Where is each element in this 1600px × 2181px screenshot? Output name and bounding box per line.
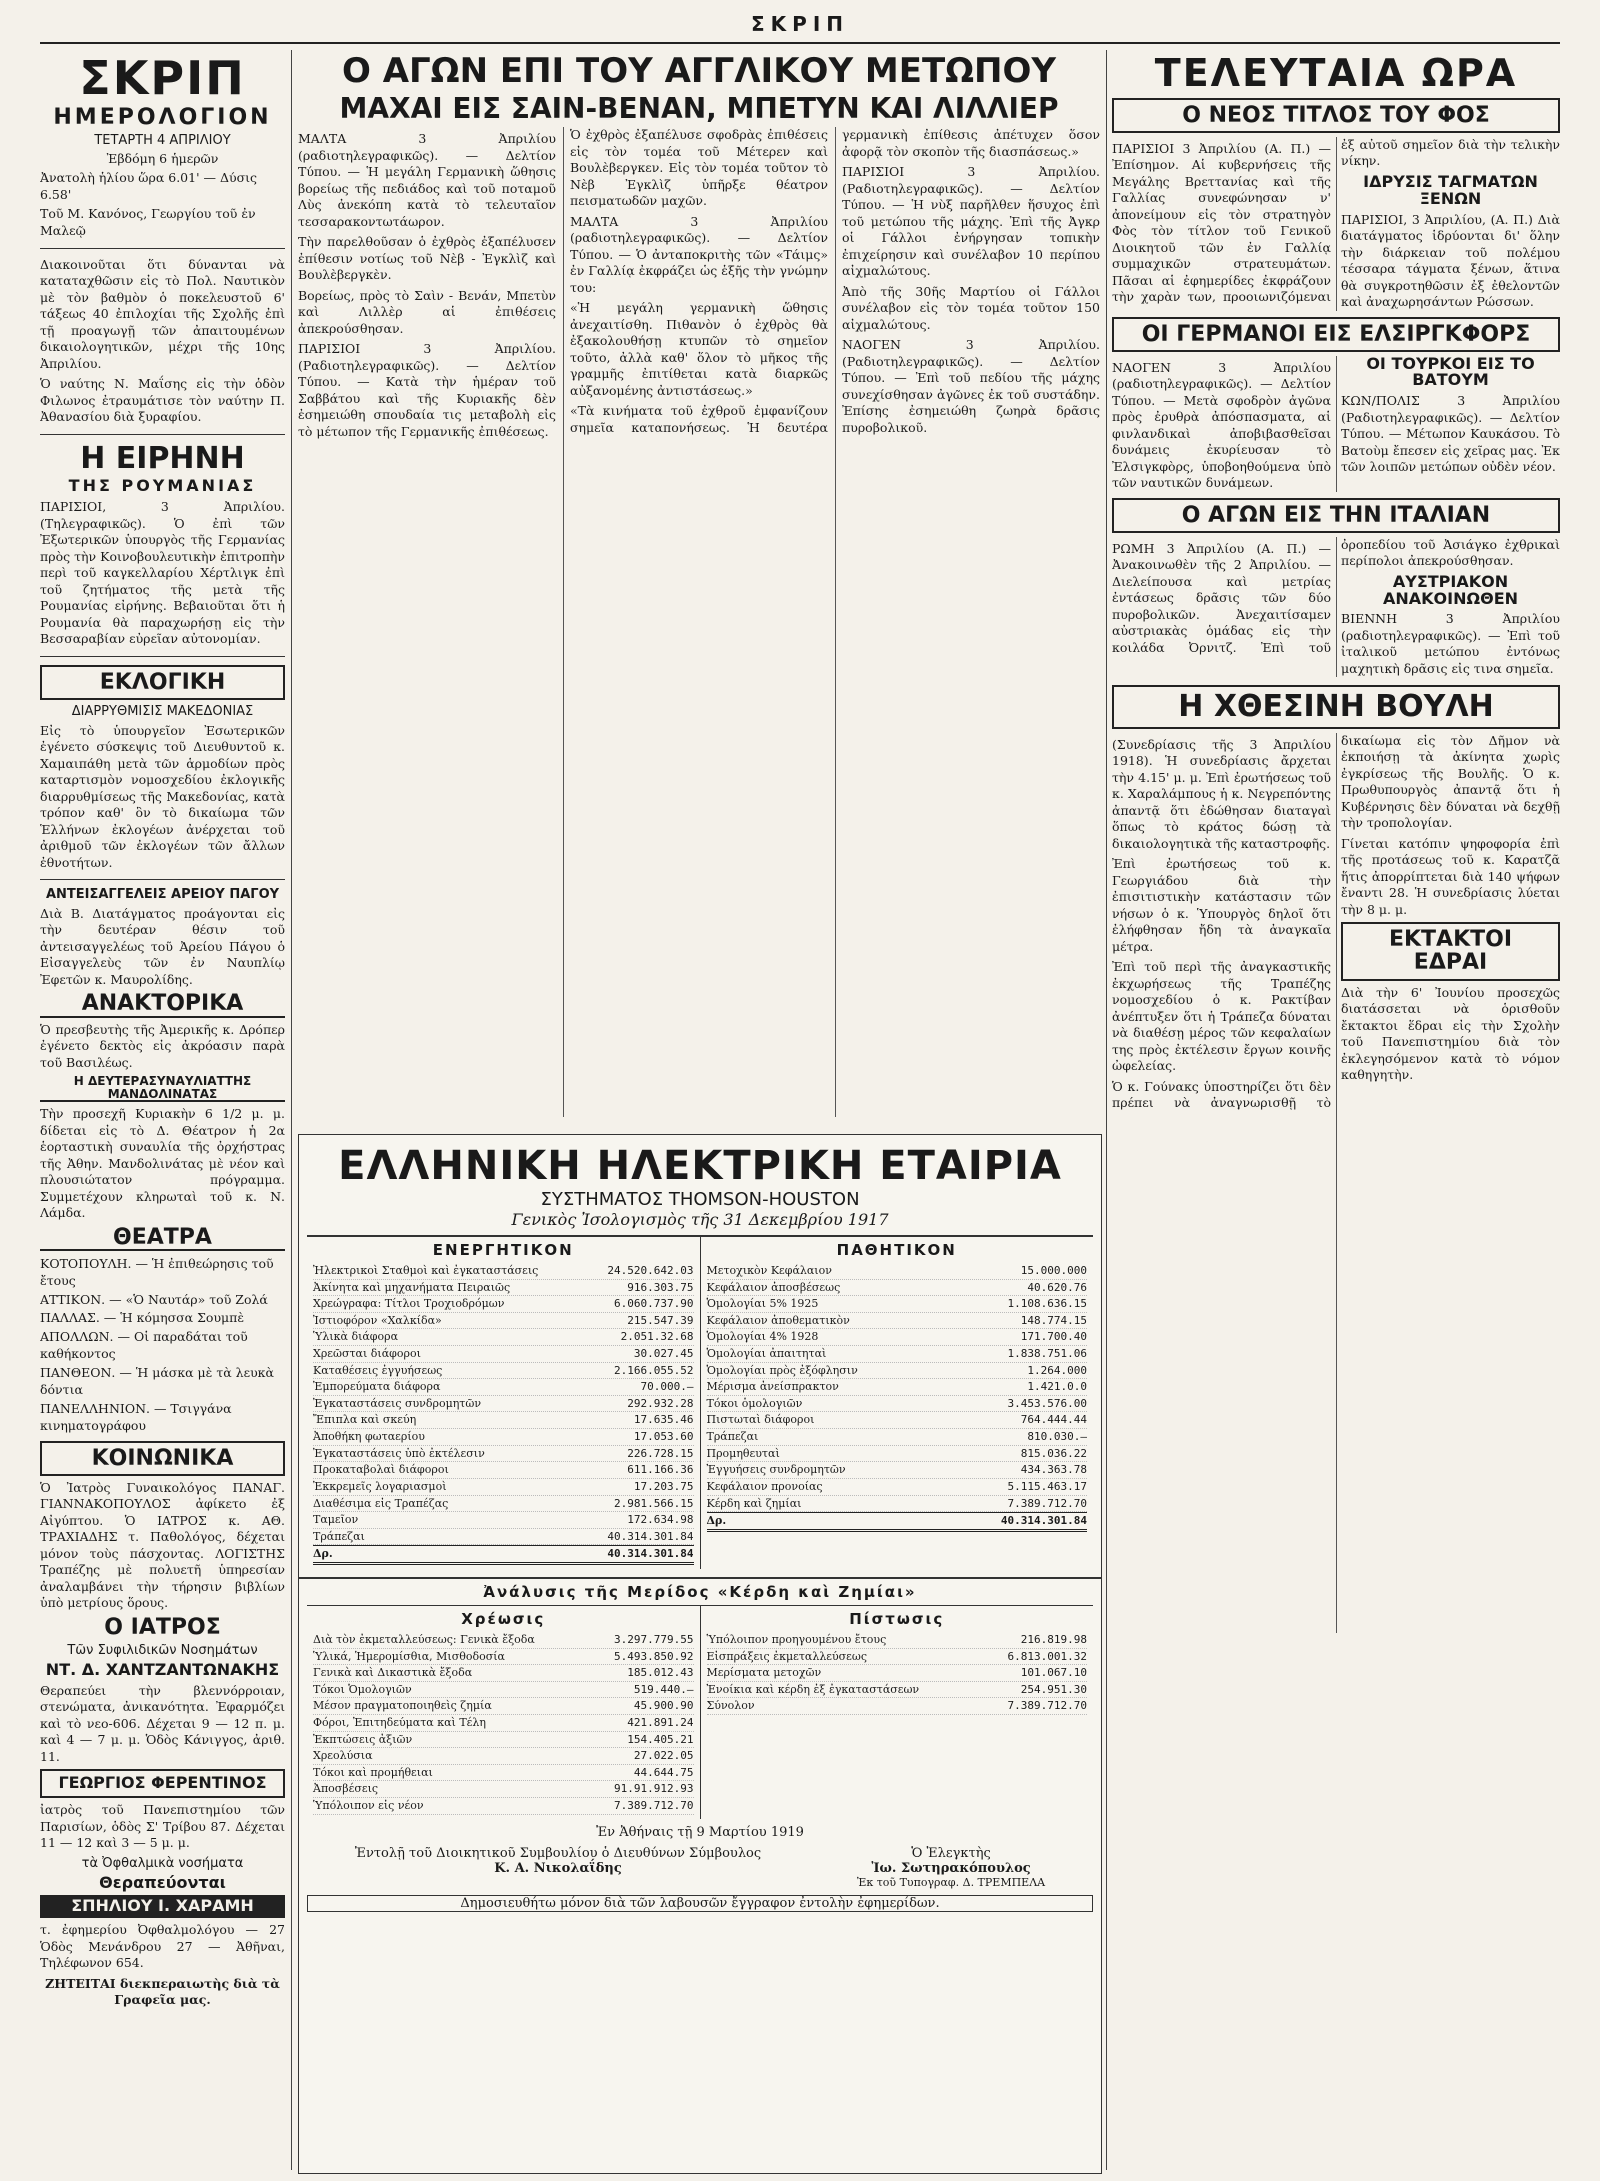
ledger-value: 1.264.000 [1027,1363,1087,1377]
ledger-label: Προκαταβολαὶ διάφοροι [313,1463,449,1477]
war-paragraph: ΜΑΛΤΑ 3 Ἀπριλίου (ραδιοτηλεγραφικῶς). — Δελτίον Τύπου. — Ἡ μεγάλη Γερμανικὴ ὥθησις βορείως τῆς πεδιάδος καὶ τοῦ ποταμοῦ Λὺς ἀνεκόπη κατὰ τὸ τελευταῖον τεσσαρακοντωτάωρον. [298,131,556,229]
ledger-label: Ἐγκαταστάσεις ὑπὸ ἐκτέλεσιν [313,1446,485,1460]
ledger-row [313,1512,694,1529]
ledger-label: Ὁμολογίαι πρὸς ἐξόφλησιν [706,1363,858,1377]
extra-text: Διὰ τὴν 6' Ἰουνίου προσεχῶς διατάσσεται νὰ ὁρισθοῦν ἔκτακτοι ἕδραι εἰς τὴν Σχολὴν τοῦ Πανεπιστημίου διὰ τὸν ἐκλεγησόμενον κατὰ τὸ νόμον καθηγητὴν. [1341,984,1560,1083]
theatre-item: ΠΑΛΛΑΣ. — Ἡ κόμησσα Σουμπὲ [40,1310,245,1326]
parliament-paragraph: Ἐπὶ ἐρωτήσεως τοῦ κ. Γεωργιάδου διὰ τὴν ἐπισιτιστικὴν κατάστασιν τῶν νήσων ὁ κ. Ὑπουργὸς δηλοῖ ὅτι ἐλήφθησαν ἤδη τὰ ἀναγκαῖα μέτρα. [1112,856,1331,954]
doctor-name: ΝΤ. Δ. ΧΑΝΤΖΑΝΤΩΝΑΚΗΣ [45,1659,280,1679]
elections-title: ΕΚΛΟΓΙΚΗ [40,665,285,700]
ledger-label: Ὑλικὰ διάφορα [313,1330,399,1344]
wanted-ad: ΖΗΤΕΙΤΑΙ διεκπεραιωτὴς διὰ τὰ Γραφεῖα μας. [45,1975,280,2008]
theatre-item: ΑΤΤΙΚΟΝ. — «Ὁ Ναυτάρ» τοῦ Ζολά [40,1291,268,1307]
ledger-row [707,1446,1088,1463]
second-concert-text: Τὴν προσεχῆ Κυριακὴν 6 1/2 μ. μ. δίδεται εἰς τὸ Δ. Θέατρον ἡ 2α ἑορταστικὴ συναυλία τῆς ὀρχήστρας τῆς Ἀθην. Μανδολινάτας μὲ νέον καὶ πλουσιώτατον πρόγραμμα. Συμμετέχουν κληρωταὶ τοῦ κ. Ν. Λάμδα. [40,1106,285,1221]
theatre-item: ΠΑΝΕΛΛΗΝΙΟΝ. — Τσιγγάνα κινηματογράφου [40,1400,232,1434]
ledger-row [313,1429,694,1446]
ledger-label: Μετοχικὸν Κεφάλαιον [706,1264,832,1277]
foch-text: ΠΑΡΙΣΙΟΙ 3 Ἀπριλίου (Α. Π.) — Ἐπίσημον. Αἱ κυβερνήσεις τῆς Μεγάλης Βρεττανίας καὶ τῆς Γαλλίας συνεφώνησαν ν' ἀπονείμουν εἰς τὸν στρατηγὸν Φὸς τὸν τίτλον τοῦ Γενικοῦ Διοικητοῦ τῶν ἐν Γαλλίᾳ συμμαχικῶν στρατευμάτων. Πᾶσαι αἱ ἐφημερίδες ἐκφράζουν τὴν χαρὰν των, προοιωνιζόμεναι ἐξ αὐτοῦ σημεῖον διὰ τὴν τελικὴν νίκην. [1112,136,1560,305]
ledger-row [313,1798,694,1815]
eye-subtitle: Θεραπεύονται [99,1872,226,1892]
ledger-row [707,1632,1088,1649]
ledger-value: 40.620.76 [1027,1280,1087,1294]
ledger-label: Φόροι, Ἐπιτηδεύματα καὶ Τέλη [313,1716,486,1730]
ledger-value: 2.981.566.15 [614,1496,694,1510]
theatre-item: ΑΠΟΛΛΩΝ. — Οἱ παραδάται τοῦ καθήκοντος [40,1328,248,1362]
italy-columns [1112,537,1560,678]
areios-text: Διὰ Β. Διατάγματος προάγονται εἰς τὴν δευτέραν θέσιν τοῦ ἀντεισαγγελέως τοῦ Ἀρείου Πάγου ὁ Εἰσαγγελεὺς τῶν ἐν Ναυπλίῳ Ἐφετῶν κ. Μαυρολίδης. [40,905,285,987]
ledger-label: Μερίσματα μετοχῶν [706,1666,822,1680]
eye-name: ΣΠΗΛΙΟΥ Ι. ΧΑΡΑΜΗ [40,1895,285,1918]
foch-title: Ο ΝΕΟΣ ΤΙΤΛΟΣ ΤΟΥ ΦΟΣ [1112,98,1560,133]
ledger-value: 185.012.43 [627,1666,694,1680]
publication-note: Δημοσιευθήτω μόνον διὰ τῶν λαβουσῶν ἔγγραφον ἐντολὴν ἐφημερίδων. [307,1895,1093,1912]
eye-title: τὰ Ὀφθαλμικὰ νοσήματα [81,1855,244,1871]
ledger-row [313,1748,694,1765]
right-columns [1112,50,1560,1633]
war-paragraph: Ὁ ἐχθρὸς ἐξαπέλυσε σφοδρὰς ἐπιθέσεις εἰς τὸν τομέα τοῦ Μέτερεν καὶ Βουλὲβεργκεν. Εἰς τὸν τομέα τοῦτον τὸ Νὲβ Ἐγκλὶζ ὑπῆρξε θέατρον πεισματωδῶν μαχῶν. [570,127,828,209]
ledger-row [313,1781,694,1798]
ledger-label: Μέρισμα ἀνείσπρακτον [706,1380,839,1394]
theatre-item: ΚΟΤΟΠΟΥΛΗ. — Ἡ ἐπιθεώρησις τοῦ ἔτους [40,1255,274,1289]
doctor-text: Θεραπεύει τὴν βλεννόρροιαν, στενώματα, ἀνικανότητα. Ἐφαρμόζει καὶ τὸ νεο-606. Δέχεται 9 — 12 π. μ. καὶ 4 — 7 μ. μ. Ὁδὸς Κάνιγγος, ἀριθ. 11. [40,1682,285,1764]
ledger-label: Τράπεζαι [313,1529,365,1543]
ledger-value: 611.166.36 [627,1463,694,1477]
ledger-value: 44.644.75 [633,1765,694,1779]
ledger-label: Ἰστιοφόρον «Χαλκίδα» [313,1313,442,1327]
palace-title: ΑΝΑΚΤΟΡΙΚΑ [40,992,285,1017]
ledger-value: 7.389.712.70 [1007,1699,1087,1713]
austrian-text: ΒΙΕΝΝΗ 3 Ἀπριλίου (ραδιοτηλεγραφικῶς). — Ἐπὶ τοῦ ἰταλικοῦ μετώπου ἐντόνως μαχητικὴ δρᾶσις εἰς τινα σημεῖα. [1341,611,1560,676]
ledger-value: 45.900.90 [633,1699,694,1713]
ledger-value: 810.030.— [1027,1430,1087,1444]
ledger-row [313,1665,694,1682]
ledger-value: 292.932.28 [627,1396,694,1410]
germans-text: ΝΑΟΓΕΝ 3 Ἀπριλίου (ραδιοτηλεγραφικῶς). — Δελτίον Τύπου. — Μετὰ σφοδρὸν ἀγῶνα πρὸς ἐρυθρὰ ἀπόσπασματα, αἱ φινλανδικαὶ ἀποβιβασθεῖσαι δυνάμεις ἐκυρίευσαν τὸ Ἐλσιγκφὸρς, ὑποβοηθούμενα ὑπὸ τῶν ναυτικῶν δυνάμεων. [1112,359,1331,491]
ledger-label: Ἐμπορεύματα διάφορα [313,1380,441,1394]
balance-period: Γενικὸς Ἰσολογισμὸς τῆς 31 Δεκεμβρίου 1917 [511,1210,889,1229]
ledger-value: 1.421.0.0 [1027,1380,1087,1394]
ledger-label: Ὁμολογίαι ἀπαιτηταὶ [706,1347,827,1361]
ledger-label: Προμηθευταὶ [706,1446,780,1460]
ledger-label: Ὁμολογίαι 4% 1928 [706,1330,819,1344]
war-headline: Ο ΑΓΩΝ ΕΠΙ ΤΟΥ ΑΓΓΛΙΚΟΥ ΜΕΤΩΠΟΥ [341,51,1057,91]
ledger-row [707,1429,1088,1446]
parliament-columns [1112,733,1560,1633]
calendar-line: Ἐβδόμη 6 ἡμερῶν [106,151,219,167]
italy-title: Ο ΑΓΩΝ ΕΙΣ ΤΗΝ ΙΤΑΛΙΑΝ [1112,498,1560,533]
ledger-row [313,1446,694,1463]
director-name: Κ. Α. Νικολαΐδης [494,1860,622,1876]
ledger-row [313,1412,694,1429]
date-line: Ἐν Ἀθήναις τῇ 9 Μαρτίου 1919 [596,1824,804,1840]
ledger-label: Ἐκκρεμεῖς λογαριασμοὶ [313,1479,447,1493]
parliament-paragraph: Γίνεται κατόπιν ψηφοφορία ἐπὶ τῆς προτάσεως τοῦ κ. Καρατζᾶ ἥτις ἀπορρίπτεται διὰ 140 ψήφων ἔναντι 28. Ἡ συνεδρίασις λύεται τὴν 8 μ. μ. [1341,835,1560,917]
ledger-label: Ἠλεκτρικοὶ Σταθμοὶ καὶ ἐγκαταστάσεις [313,1264,539,1277]
ledger-row [707,1313,1088,1330]
auditor-name: Ἰω. Σωτηρακόπουλος [871,1860,1031,1876]
ledger-row [313,1329,694,1346]
ledger-label: Ὑπόλοιπον εἰς νέον [313,1799,424,1813]
germans-columns [1112,353,1560,492]
newspaper-page [40,12,1560,2172]
ledger-label: Ἔπιπλα καὶ σκεύη [313,1413,417,1427]
theatre-item: ΠΑΝΘΕΟΝ. — Ἡ μάσκα μὲ τὰ λευκὰ δόντια [40,1364,274,1398]
turks-title: ΟΙ ΤΟΥΡΚΟΙ ΕΙΣ ΤΟ ΒΑΤΟΥΜ [1366,353,1535,390]
ledger-value: 519.440.— [633,1682,694,1696]
calendar-line: Ἀνατολὴ ἡλίου ὥρα 6.01' — Δύσις 6.58' [40,169,258,203]
georgios-text: ἰατρὸς τοῦ Πανεπιστημίου τῶν Παρισίων, ὁδὸς Σ' Τρίβου 87. Δέχεται 11 — 12 καὶ 3 — 5 μ. μ. [40,1802,285,1851]
logo: ΣΚΡΙΠ [79,51,246,105]
ledger-row [707,1649,1088,1666]
ledger-row [313,1363,694,1380]
company-name: ΕΛΛΗΝΙΚΗ ΗΛΕΚΤΡΙΚΗ ΕΤΑΙΡΙΑ [338,1143,1062,1189]
ledger-label: Κέρδη καὶ ζημίαι [706,1496,802,1510]
ledger-row [707,1698,1088,1715]
ledger-label: Ἀποσβέσεις [313,1782,379,1796]
left-column [40,50,285,2013]
board-line: Ἐντολῇ τοῦ Διοικητικοῦ Συμβουλίου ὁ Διευθύνων Σύμβουλος [354,1845,762,1861]
ledger-value: 40.314.301.84 [607,1529,694,1543]
ledger-value: 101.067.10 [1020,1666,1087,1680]
ledger-label: Κεφάλαιον ἀποθεματικὸν [706,1313,850,1327]
parliament-paragraph: Ὁ κ. Γούνακς ὑποστηρίζει ὅτι δὲν πρέπει νὰ ἀναγνωρισθῇ τὸ δικαίωμα εἰς τὸν Δῆμον νὰ ἐκποιήσῃ τὰ ἀκίνητα χωρὶς ἐγκρίσεως τῆς Βουλῆς. Ὁ κ. Πρωθυπουργὸς ἀπαντᾷ ὅτι ἡ Κυβέρνησις δὲν δύναται νὰ δεχθῇ τὴν τροπολογίαν. [1112,732,1560,1111]
ledger-value: 1.108.636.15 [1007,1297,1087,1311]
ledger-row [313,1296,694,1313]
credits-column [701,1606,1094,1819]
ledger-row [313,1715,694,1732]
pl-title: Ἀνάλυσις τῆς Μερίδος «Κέρδη καὶ Ζημίαι» [299,1577,1101,1601]
second-concert-title: Η ΔΕΥΤΕΡΑΣΥΝΑΥΛΙΑΤΤΗΣ ΜΑΝΔΟΛΙΝΑΤΑΣ [40,1075,285,1102]
ledger-row [707,1379,1088,1396]
ledger-value: 6.060.737.90 [614,1297,694,1311]
ledger-label: Ἐκπτώσεις ἀξιῶν [313,1732,413,1746]
ledger-label: Ἐγκαταστάσεις συνδρομητῶν [313,1396,482,1410]
calendar-title: ΗΜΕΡΟΛΟΓΙΟΝ [53,105,272,131]
ledger-value: 154.405.21 [627,1732,694,1746]
ledger-label: Ταμεῖον [313,1513,359,1527]
ledger-value: 3.453.576.00 [1007,1396,1087,1410]
debit-title: Χρέωσις [461,1609,546,1628]
ledger-label: Τόκοι Ὁμολογιῶν [313,1682,412,1696]
ledger-row [313,1313,694,1330]
ledger-value: 27.022.05 [633,1749,694,1763]
ledger-label: Τόκοι ὁμολογιῶν [706,1396,803,1410]
last-hour-title: ΤΕΛΕΥΤΑΙΑ ΩΡΑ [1154,51,1518,95]
social-text: Ὁ Ἰατρὸς Γυναικολόγος ΠΑΝΑΓ. ΓΙΑΝΝΑΚΟΠΟΥΛΟΣ ἀφίκετο ἐξ Αἰγύπτου. Ὁ ΙΑΤΡΟΣ κ. ΑΘ. ΤΡΑΧΙΑΔΗΣ τ. Παθολόγος, δέχεται μόνον τοὺς πάσχοντας. ΛΟΓΙΣΤΗΣ Τραπέζης μὲ πολυετῆ ὑπηρεσίαν ἀναλαμβάνει τὴν τήρησιν βιβλίων ὑπὸ μετρίους ὅρους. [40,1479,285,1611]
ledger-value: 171.700.40 [1020,1330,1087,1344]
doctor-title: Ο ΙΑΤΡΟΣ [104,1614,221,1640]
debits-column [307,1606,701,1819]
ledger-label: Τόκοι καὶ προμήθειαι [313,1765,433,1779]
ledger-label: Χρεολύσια [313,1749,373,1763]
ledger-label: Ἀποθήκη φωταερίου [313,1430,425,1444]
ledger-row [707,1329,1088,1346]
ledger-label: Ἐνοίκια καὶ κέρδη ἐξ ἐγκαταστάσεων [706,1682,920,1696]
ledger-value: 172.634.98 [627,1513,694,1527]
ledger-value: 148.774.15 [1020,1313,1087,1327]
peace-title: Η ΕΙΡΗΝΗ [80,440,245,476]
ledger-total [707,1512,1088,1532]
ledger-label: Σύνολον [706,1699,755,1713]
calendar-date: ΤΕΤΑΡΤΗ 4 ΑΠΡΙΛΙΟΥ [94,133,231,149]
ledger-value: 434.363.78 [1020,1463,1087,1477]
ledger-value: 421.891.24 [627,1716,694,1730]
italy-text: ΡΩΜΗ 3 Ἀπριλίου (Α. Π.) — Ἀνακοινωθὲν τῆς 2 Ἀπριλίου. — Διελείπουσα καὶ μετρίας ἐντάσεως δρᾶσις τῶν δύο πυροβολικῶν. Ἀνεχαιτίσαμεν αὐστριακὰς ὁμάδας εἰς τὴν κοιλάδα Ὀρνιτζ. Ἐπὶ τοῦ ὀροπεδίου τοῦ Ἀσιάγκο ἐχθρικαὶ περίπολοι ἀπεκρούσθησαν. [1112,536,1560,655]
balance-sheet-ad [298,1134,1102,2174]
credit-title: Πίστωσις [849,1609,945,1628]
pl-ledger [307,1605,1093,1819]
palace-text: Ὁ πρεσβευτὴς τῆς Ἀμερικῆς κ. Δρόπερ ἐγένετο δεκτὸς εἰς ἀκρόασιν παρὰ τοῦ Βασιλέως. [40,1021,285,1070]
ledger-row [707,1665,1088,1682]
theatre-title: ΘΕΑΤΡΑ [40,1226,285,1251]
ledger-value: 70.000.— [640,1380,694,1394]
elections-text: Εἰς τὸ ὑπουργεῖον Ἐσωτερικῶν ἐγένετο σύσκεψις τοῦ Διευθυντοῦ κ. Χαμαιπάθη μετὰ τῶν ἁρμοδίων πρὸς καταρτισμὸν νομοσχεδίου ἐκλογικῆς διαρρυθμίσεως τῆς Μακεδονίας, κατὰ τρόπον καθ' ὃν τὸ δικαίωμα τῶν Ἑλλήνων ἐκλογέων ἀνέρχεται τοῦ ἀριθμοῦ τῶν ἐκλογέων τῶν ἄλλων ἐθνοτήτων. [40,722,285,870]
ledger-row [707,1363,1088,1380]
ledger-label: Γενικὰ καὶ Δικαστικὰ ἔξοδα [313,1666,473,1680]
foreign-text: ΠΑΡΙΣΙΟΙ, 3 Ἀπριλίου, (Α. Π.) Διὰ διατάγματος ἱδρύονται δι' ὅλην τὴν διάρκειαν τοῦ πολέμου τέσσαρα τάγματα ξένων, ἅτινα θὰ συγκροτηθῶσιν ἐξ ἐθελοντῶν καὶ ἀναχωρησάντων Ρώσσων. [1341,211,1560,310]
ledger-value: 1.838.751.06 [1007,1347,1087,1361]
auditor-title: Ὁ Ἐλεγκτὴς [911,1845,991,1861]
ledger-row [313,1765,694,1782]
ledger-value: 17.053.60 [633,1430,694,1444]
company-system: ΣΥΣΤΗΜΑΤΟΣ THOMSON-HOUSTON [540,1189,860,1210]
war-paragraph: Τὴν παρελθοῦσαν ὁ ἐχθρὸς ἐξαπέλυσεν ἐπίθεσιν νοτίως τοῦ Νὲβ - Ἐγκλὶζ καὶ Βουλὲβεργκὲν. [298,234,556,283]
ledger-label: Διαθέσιμα εἰς Τραπέζας [313,1496,449,1510]
ledger-row [707,1412,1088,1429]
ledger-row [707,1682,1088,1699]
notice-text-2: Ὁ ναύτης Ν. Μαΐσης εἰς τὴν ὁδὸν Φιλωνος ἐτραυμάτισε τὸν ναύτην Π. Ἀθανασίου διὰ ξυραφίου. [40,376,285,425]
ledger-row [313,1496,694,1513]
war-paragraph: ΠΑΡΙΣΙΟΙ 3 Ἀπριλίου. (Ραδιοτηλεγραφικῶς). — Δελτίον Τύπου. — Ἡ νὺξ παρῆλθεν ἥσυχος ἐπὶ τοῦ μετώπου τῆς μάχης. Ἐπὶ τῆς Ἀγκρ οἱ Γάλλοι ἐνήργησαν τοπικὴν ἐπιχείρησιν καὶ συνέλαβον 10 περίπου αἰχμαλώτους. [842,164,1100,279]
doctor-subtitle: Τῶν Συφιλιδικῶν Νοσημάτων [67,1642,258,1658]
liabilities-title: ΠΑΘΗΤΙΚΟΝ [836,1241,957,1259]
ledger-value: 24.520.642.03 [607,1264,694,1277]
ledger-value: 226.728.15 [627,1446,694,1460]
ledger-label: Χρεῶσται διάφοροι [313,1347,421,1361]
georgios-title: ΓΕΩΡΓΙΟΣ ΦΕΡΕΝΤΙΝΟΣ [40,1769,285,1798]
war-paragraph: Βορείως, πρὸς τὸ Σαὶν - Βενάν, Μπετὺν καὶ Λιλλὲρ αἱ ἐπιθέσεις ἀπεκρούσθησαν. [298,287,556,336]
ledger-value: 15.000.000 [1020,1264,1087,1277]
war-paragraph: «Τὰ κινήματα τοῦ ἐχθροῦ ἐμφανίζουν σημεῖα καταπονήσεως. Ἡ δευτέρα γερμανικὴ ἐπίθεσις ἀπέτυχεν ὅσον ἀφορᾷ τὸν σκοπὸν τῆς διασπάσεως.» [570,127,1100,435]
ledger-label: Χρεώγραφα: Τίτλοι Τροχιοδρόμων [313,1297,505,1311]
notice-text: Διακοινοῦται ὅτι δύνανται νὰ καταταχθῶσιν εἰς τὸ Πολ. Ναυτικὸν μὲ τὸν βαθμὸν ὁ ποκελευστοῦ 6' τάξεως 40 ἐπιλοχίαι τῆς Σχολῆς ἐπὶ τῇ προαγωγῇ τῶν ἀπαιτουμένων δικαιολογητικῶν, μέχρι τῆς 10ης Ἀπριλίου. [40,256,285,371]
ledger-row [313,1682,694,1699]
ledger-value: 3.297.779.55 [614,1632,694,1646]
parliament-paragraph: Ἐπὶ τοῦ περὶ τῆς ἀναγκαστικῆς ἐκχωρήσεως τῆς Τραπέζης νομοσχεδίου ὁ κ. Ρακτίβαν ἀνέπτυξεν ὅτι ἡ Τράπεζα δύναται νὰ διαθέσῃ μέρος τῶν κεφαλαίων της πρὸς ἐκτέλεσιν ἔργων κοινῆς ὠφελείας. [1112,959,1331,1074]
ledger-value: 7.389.712.70 [614,1799,694,1813]
director-signature [355,1846,761,1889]
ledger-value: 215.547.39 [627,1313,694,1327]
war-paragraph: «Ἡ μεγάλη γερμανικὴ ὥθησις ἀνεχαιτίσθη. Πιθανὸν ὁ ἐχθρὸς θὰ ἐξακολουθήσῃ κτυπῶν τὸ σημεῖον τοῦτο, ἀλλὰ καθ' ὅλον τὸ μῆκος τῆς γραμμῆς ἐπιτίθεται κατὰ διαρκῶς αὐξανομένης ἀντιστάσεως.» [570,300,828,398]
ledger-total-currency: Δρ. [706,1514,727,1528]
ledger-row [313,1462,694,1479]
ledger-row [707,1280,1088,1297]
ledger-label: Διὰ τὸν ἐκμεταλλεύσεως: Γενικὰ ἔξοδα [313,1632,535,1646]
assets-column [307,1237,701,1569]
ledger-label: Κεφάλαιον ἀποσβέσεως [706,1280,841,1294]
assets-title: ΕΝΕΡΓΗΤΙΚΟΝ [432,1241,574,1259]
ledger-value: 5.493.850.92 [614,1649,694,1663]
ledger-row [313,1379,694,1396]
ledger-label: Καταθέσεις ἐγγυήσεως [313,1363,443,1377]
ledger-row [707,1263,1088,1280]
ledger-label: Ἐγγυήσεις συνδρομητῶν [706,1463,846,1477]
ledger-label: Πιστωταὶ διάφοροι [706,1413,815,1427]
parliament-title: Η ΧΘΕΣΙΝΗ ΒΟΥΛΗ [1112,685,1560,729]
ledger-value: 6.813.001.32 [1007,1649,1087,1663]
ledger-value: 254.951.30 [1020,1682,1087,1696]
peace-text: ΠΑΡΙΣΙΟΙ, 3 Ἀπριλίου. (Τηλεγραφικῶς). Ὁ ἐπὶ τῶν Ἐξωτερικῶν ὑπουργὸς τῆς Γερμανίας πρὸς τὴν Κοινοβουλευτικὴν ἐπιτροπὴν περὶ τοῦ καγκελλαρίου Χέρτλιγκ ἐπὶ τοῦ ζητήματος τῆς μετὰ τῆς Ρουμανίας εἰρήνης. Βεβαιοῦται ὅτι ἡ Ρουμανία θὰ παραχωρήσῃ εἰς τὴν Βεσσαραβίαν εὐρεῖαν αὐτονομίαν. [40,499,285,647]
parliament-paragraph: (Συνεδρίασις τῆς 3 Ἀπριλίου 1918). Ἡ συνεδρίασις ἄρχεται τὴν 4.15' μ. μ. Ἐπὶ ἐρωτήσεως τοῦ κ. Χαραλάμπους ἡ κ. Νεγρεπόντης ἀπαντᾷ ὅτι ἐδώθησαν διαταγαὶ ὅπως τὸ κράτος δώσῃ τὰ δικαιολογητικὰ τῆς καταστροφῆς. [1112,736,1331,851]
ledger-row [313,1529,694,1546]
ledger-row [707,1346,1088,1363]
ledger-row [707,1396,1088,1413]
elections-subtitle: ΔΙΑΡΡΥΘΜΙΣΙΣ ΜΑΚΕΔΟΝΙΑΣ [71,703,254,719]
foreign-title: ΙΔΡΥΣΙΣ ΤΑΓΜΑΤΩΝ ΞΕΝΩΝ [1363,171,1538,208]
balance-ledger [307,1235,1093,1569]
ledger-row [707,1462,1088,1479]
ledger-total-value: 40.314.301.84 [1000,1514,1087,1528]
ledger-value: 2.051.32.68 [620,1330,694,1344]
austrian-title: ΑΥΣΤΡΙΑΚΟΝ ΑΝΑΚΟΙΝΩΘΕΝ [1382,571,1519,608]
ledger-value: 815.036.22 [1020,1446,1087,1460]
war-paragraph: ΜΑΛΤΑ 3 Ἀπριλίου (ραδιοτηλεγραφικῶς). — Δελτίον Τύπου. — Ὁ ἀνταποκριτὴς τῶν «Τάιμς» ἐν Γαλλίᾳ ἐκφράζει ὡς ἑξῆς τὴν γνώμην του: [570,213,828,295]
turks-text: ΚΩΝ/ΠΟΛΙΣ 3 Ἀπριλίου (Ραδιοτηλεγραφικῶς). — Δελτίον Τύπου. — Μέτωπον Καυκάσου. Τὸ Βατοὺμ ἔπεσεν εἰς χεῖρας μας. Ἐκ τῶν λοιπῶν μετώπων οὐδὲν νέον. [1341,393,1560,475]
ledger-value: 764.444.44 [1020,1413,1087,1427]
liabilities-column [701,1237,1094,1569]
ledger-value: 91.91.912.93 [614,1782,694,1796]
ledger-value: 17.203.75 [633,1479,694,1493]
ledger-row [313,1396,694,1413]
masthead: ΣΚΡΙΠ [40,12,1560,44]
ledger-row [313,1263,694,1280]
ledger-label: Ὑπόλοιπον προηγουμένου ἔτους [706,1632,887,1646]
ledger-label: Ἀκίνητα καὶ μηχανήματα Πειραιῶς [313,1280,511,1294]
ledger-label: Εἰσπράξεις ἐκμεταλλεύσεως [706,1649,868,1663]
eye-text: τ. ἐφημερίου Ὀφθαλμολόγου — 27 Ὁδὸς Μενάνδρου 27 — Ἀθῆναι, Τηλέφωνον 654. [40,1922,285,1971]
areios-title: ΑΝΤΕΙΣΑΓΓΕΛΕΙΣ ΑΡΕΙΟΥ ΠΑΓΟΥ [45,887,280,903]
war-paragraph: Ἀπὸ τῆς 30ῆς Μαρτίου οἱ Γάλλοι συνέλαβον εἰς τὸν τομέα τοῦτον 150 αἰχμαλώτους. [842,283,1100,332]
signatures [307,1846,1093,1889]
germans-title: ΟΙ ΓΕΡΜΑΝΟΙ ΕΙΣ ΕΛΣΙΡΓΚΦΟΡΣ [1112,317,1560,352]
ledger-value: 916.303.75 [627,1280,694,1294]
ledger-total-value: 40.314.301.84 [607,1547,694,1561]
foch-columns [1112,137,1560,311]
war-paragraph: ΝΑΟΓΕΝ 3 Ἀπριλίου. (Ραδιοτηλεγραφικῶς). — Δελτίον Τύπου. — Ἐπὶ τοῦ πεδίου τῆς μάχης συνεχίσθησαν ἀγῶνες ἐκ τοῦ συστάδην. Ἐπίσης ἐσημειώθη ζωηρὰ δρᾶσις πυροβολικοῦ. [842,337,1100,435]
printer-line: Ἐκ τοῦ Τυπογραφ. Δ. ΤΡΕΜΠΕΛΑ [856,1875,1046,1889]
ledger-label: Μέσον πραγματοποιηθεὶς ζημία [313,1699,492,1713]
ledger-row [707,1296,1088,1313]
ledger-value: 216.819.98 [1020,1632,1087,1646]
ledger-label: Τράπεζαι [706,1430,759,1444]
ledger-label: Ὁμολογίαι 5% 1925 [706,1297,819,1311]
ledger-row [313,1732,694,1749]
ledger-row [313,1649,694,1666]
ledger-row [313,1479,694,1496]
ledger-row [313,1280,694,1297]
ledger-total [313,1545,694,1565]
ledger-row [313,1632,694,1649]
war-paragraph: ΠΑΡΙΣΙΟΙ 3 Ἀπριλίου. (Ραδιοτηλεγραφικῶς). — Δελτίον Τύπου. — Κατὰ τὴν ἡμέραν τοῦ Σαββάτου καὶ τῆς Κυριακῆς δὲν ἐσημειώθη σπουδαία τις μεταβολὴ εἰς τὸ μέτωπον τῆς Γερμανικῆς ἐπιθέσεως. [298,341,556,439]
ledger-total-currency: Δρ. [313,1547,333,1561]
ledger-value: 5.115.463.17 [1007,1479,1087,1493]
auditor-signature [857,1846,1045,1889]
war-subheadline: ΜΑΧΑΙ ΕΙΣ ΣΑΙΝ-ΒΕΝΑΝ, ΜΠΕΤΥΝ ΚΑΙ ΛΙΛΛΙΕΡ [339,91,1059,125]
ledger-row [707,1496,1088,1513]
peace-subtitle: ΤΗΣ ΡΟΥΜΑΝΙΑΣ [68,476,257,496]
ledger-value: 17.635.46 [633,1413,694,1427]
social-title: ΚΟΙΝΩΝΙΚΑ [40,1441,285,1476]
extra-title: ΕΚΤΑΚΤΟΙ ΕΔΡΑΙ [1341,922,1560,980]
ledger-label: Κεφάλαιον προνοίας [706,1479,823,1493]
center-columns [298,50,1100,1128]
calendar-line: Τοῦ Μ. Κανόνος, Γεωργίου τοῦ ἐν Μαλεῷ [40,205,256,239]
ledger-value: 7.389.712.70 [1007,1496,1087,1510]
ledger-row [313,1346,694,1363]
ledger-label: Ὑλικά, Ἡμερομίσθια, Μισθοδοσία [313,1649,505,1663]
ledger-value: 2.166.055.52 [614,1363,694,1377]
war-columns [298,127,1100,1117]
ledger-row [313,1698,694,1715]
ledger-row [707,1479,1088,1496]
ledger-value: 30.027.45 [633,1347,694,1361]
